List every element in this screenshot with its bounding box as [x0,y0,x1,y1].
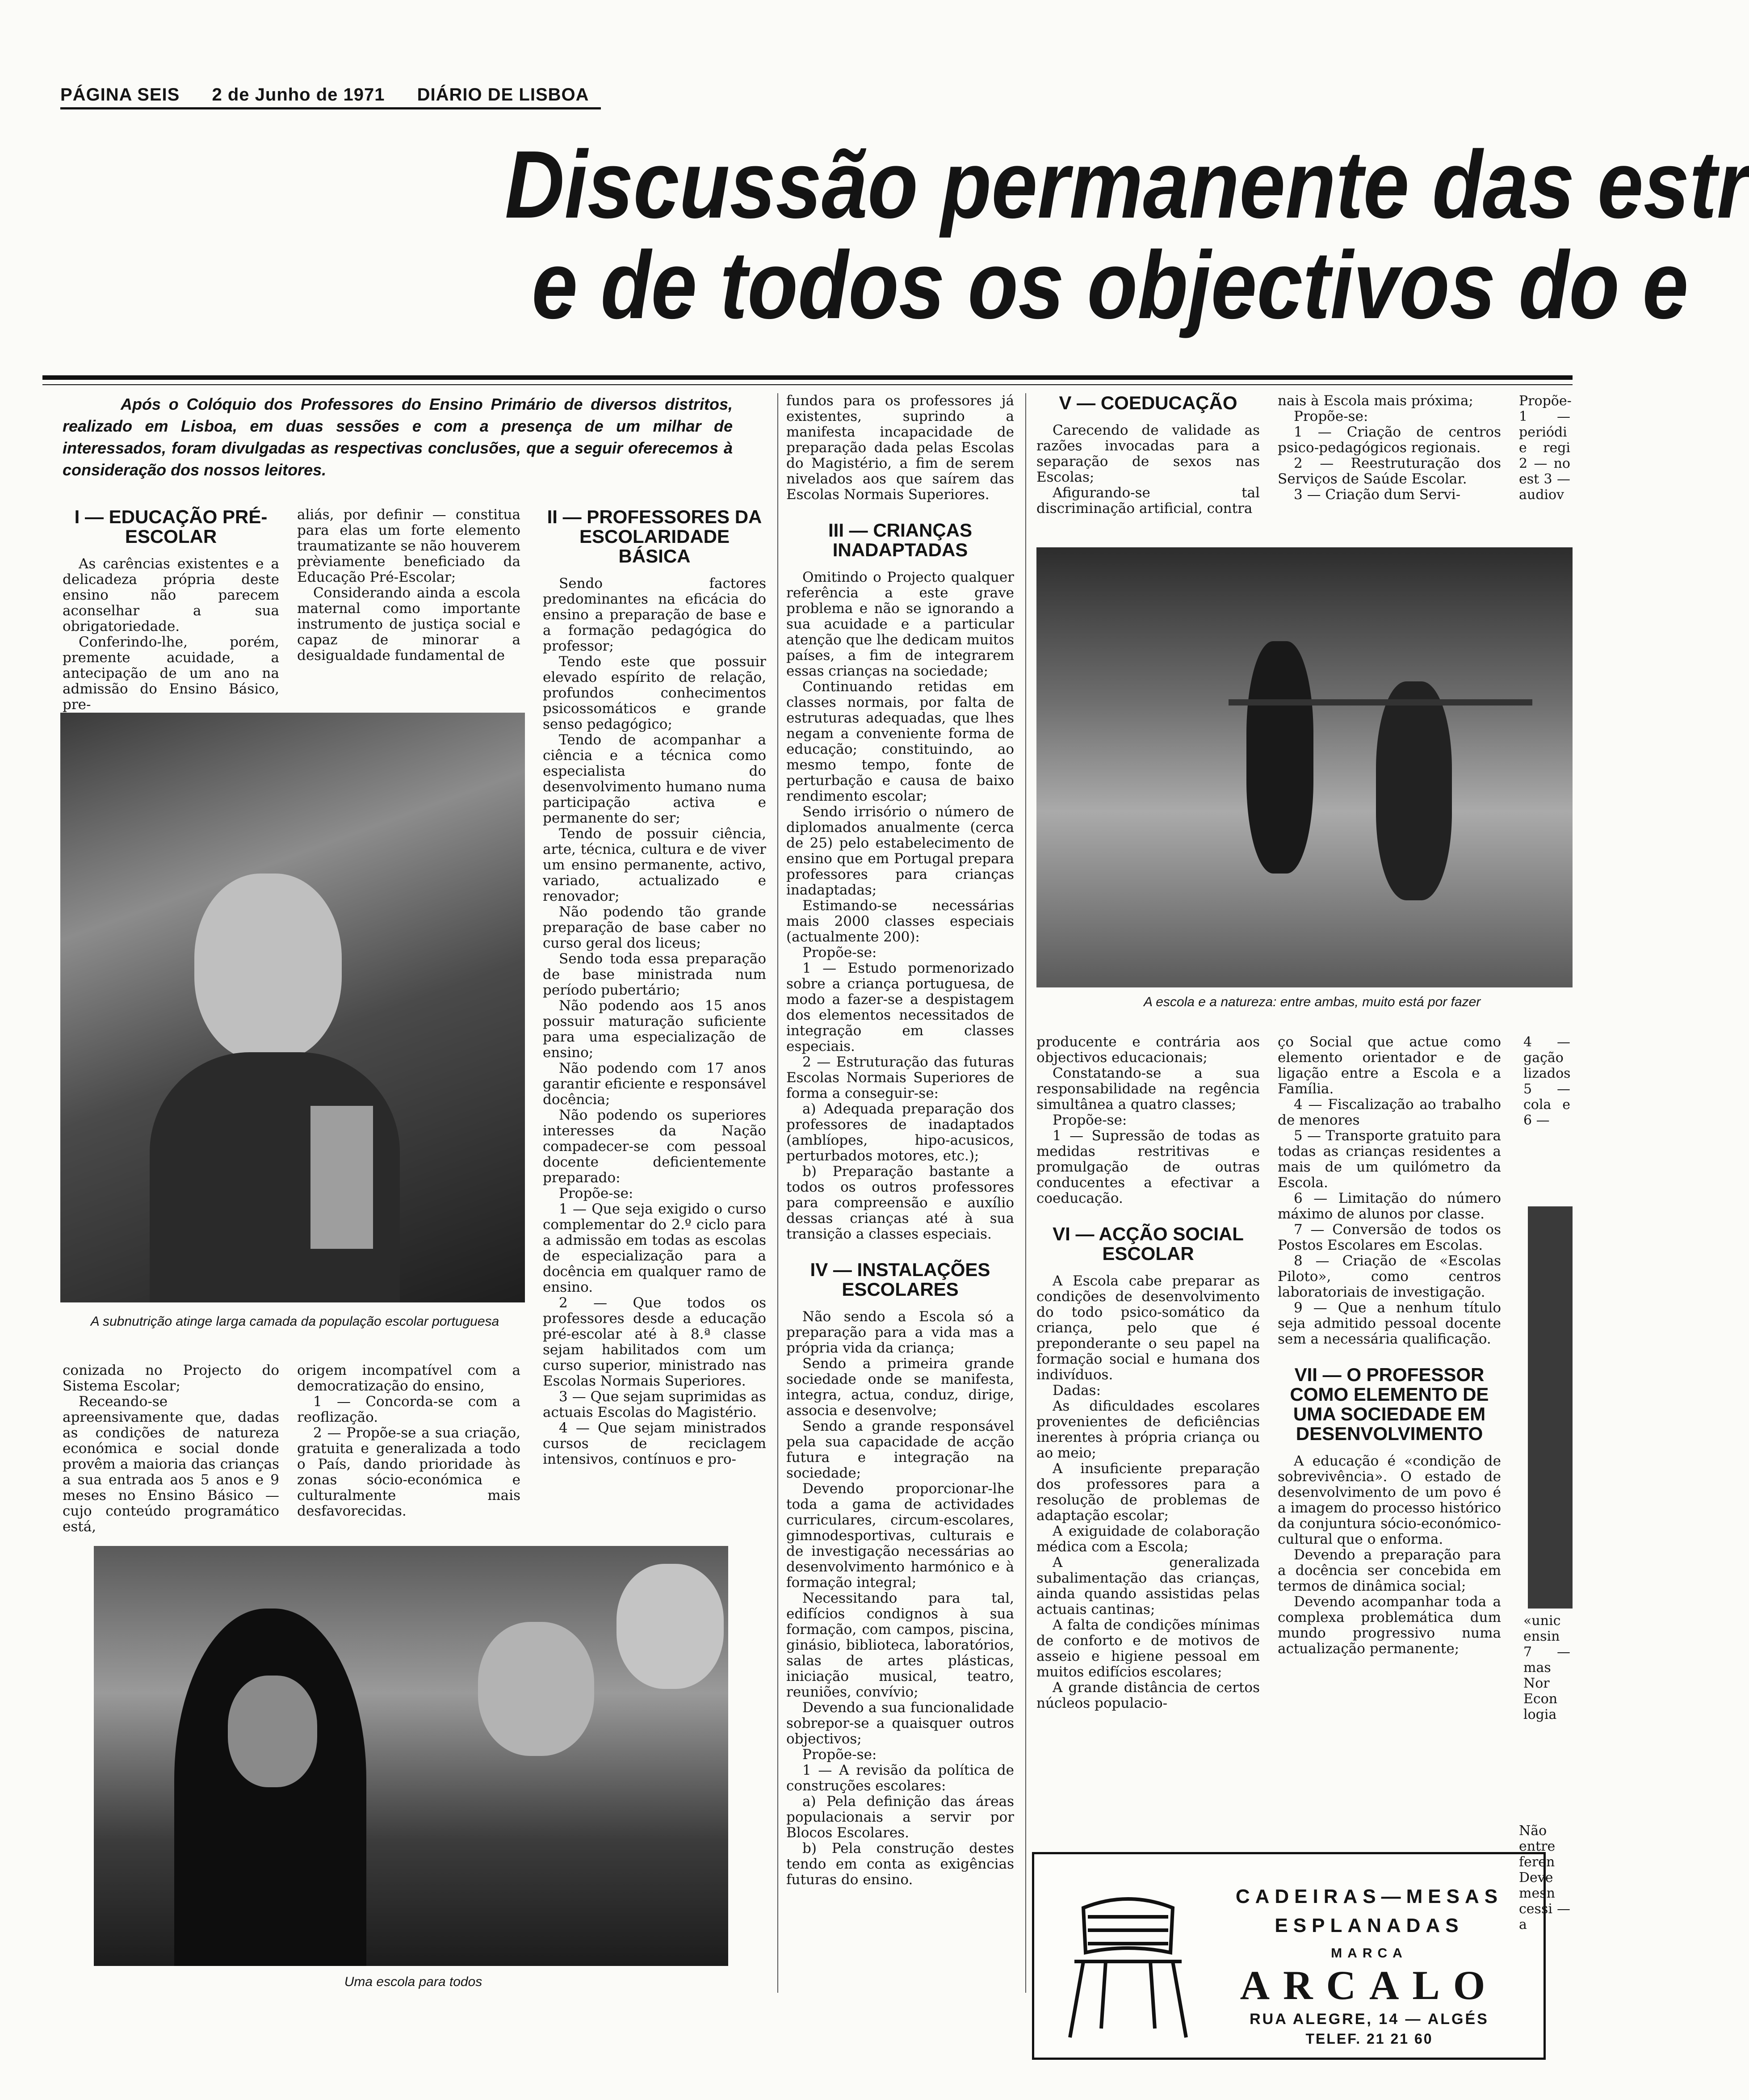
photo-caption: A escola e a natureza: entre ambas, muito está por fazer [1144,995,1481,1009]
section-6-title: VI — ACÇÃO SOCIAL ESCOLAR [1053,1223,1244,1264]
section-7-column [1278,1034,1501,1657]
paragraph: conizada no Projecto do Sistema Escolar; [63,1362,279,1394]
paragraph: Constatando-se a sua responsabilidade na regência simultânea a quatro classes; [1036,1065,1260,1113]
paragraph: 9 — Que a nenhum título seja admitido pessoal docente sem a necessária qualificação. [1278,1300,1501,1347]
paragraph: nais à Escola mais próxima; [1278,393,1473,409]
headline [505,130,1749,340]
section-3-column [786,393,1014,1888]
section-2-title: II — PROFESSORES DA ESCOLARIDADE BÁSICA [547,506,762,567]
intro-lede: Após o Colóquio dos Professores do Ensino Primário de diversos distritos, realizado em Lisboa, em duas sessões e com a presença de um milhar de interessados, foram divulgadas as respectivas conclusões, que a seguir oferecemos à consideração dos nossos leitores. [63,395,733,479]
photo-figure-face [194,874,342,1061]
header-rule [60,107,601,109]
photo-child-figure [1376,681,1452,900]
paragraph: 4 — Fiscalização ao trabalho de menores [1278,1096,1501,1128]
column-divider [1025,393,1026,1993]
headline-line-1: Discussão permanente das estr [505,130,1749,238]
photo-nun-face [228,1676,317,1787]
paragraph: A exiguidade de colaboração médica com a Escola; [1036,1523,1260,1555]
paragraph: b) Preparação bastante a todos os outros professores para compreensão e auxílio dessas crianças até à sua transição a classes especiais. [786,1163,1014,1242]
ad-line: MARCA [1331,1946,1408,1961]
section-1-col-a [63,507,279,713]
paragraph: 3 — Que sejam suprimidas as actuais Escolas do Magistério. [543,1389,766,1420]
paragraph: 7 — Conversão de todos os Postos Escolares em Escolas. [1278,1222,1501,1253]
paragraph: A generalizada subalimentação das crianças, ainda quando assistidas pelas actuais cantinas; [1036,1554,1260,1617]
photo-child-figure [1246,641,1313,874]
paragraph: 1 — Concorda-se com a reoflização. [297,1394,520,1425]
page-number: PÁGINA SEIS [60,85,180,105]
paragraph: 5 — Transporte gratuito para todas as crianças residentes a mais de um quilómetro da Escola. [1278,1128,1501,1191]
issue-date: 2 de Junho de 1971 [212,85,385,105]
paragraph: Conferindo-lhe, porém, premente acuidade, a antecipação de um ano na admissão do Ensino Básico, pre- [63,634,279,713]
headline-rule [42,375,1573,380]
paragraph: Não podendo com 17 anos garantir eficiente e responsável docência; [543,1060,766,1108]
ad-address: RUA ALEGRE, 14 — ALGÉS [1250,2011,1489,2028]
paragraph: fundos para os professores já existentes, suprindo a manifesta incapacidade de preparação dada pelas Escolas do Magistério, a fim de serem nivelados aos que saírem das Escolas Normais Superiores. [786,393,1014,503]
paragraph: Tendo de acompanhar a ciência e a técnica como especialista do desenvolvimento humano numa participação activa e permanente do ser; [543,732,766,826]
paragraph: Receando-se apreensivamente que, dadas as condições de natureza económica e social donde provêm a maioria das crianças a sua entrada aos 5 anos e 9 meses no Ensino Básico — cujo conteúdo programático está, [63,1394,279,1535]
ad-brand: ARCALO [1240,1962,1499,2008]
paragraph: Não podendo tão grande preparação de base caber no curso geral dos liceus; [543,904,766,951]
section-4-title: IV — INSTALAÇÕES ESCOLARES [810,1259,990,1300]
section-7-title: VII — O PROFESSOR COMO ELEMENTO DE UMA SOCIEDADE EM DESENVOLVIMENTO [1290,1364,1489,1444]
edge-column-c [1523,1613,1570,1722]
paragraph: Carecendo de validade as razões invocadas para a separação de sexos nas Escolas; [1036,422,1260,485]
paragraph: Propõe-se: [1053,1112,1127,1128]
paragraph: As dificuldades escolares provenientes de deficiências inerentes à própria criança ou ao meio; [1036,1398,1260,1461]
paragraph: Propõe- 1 — periódi e regi 2 — no est 3 — audiov [1519,393,1572,503]
photo-woman-face [478,1622,594,1756]
paragraph: 4 — Que sejam ministrados cursos de reciclagem intensivos, contínuos e pro- [543,1420,766,1467]
section-5b-column [1278,393,1501,503]
paragraph: 8 — Criação de «Escolas Piloto», como centros laboratoriais de investigação. [1278,1253,1501,1300]
paragraph: Dadas: [1053,1382,1101,1399]
paragraph: 3 — Criação dum Servi- [1294,487,1461,503]
paragraph: Sendo a primeira grande sociedade onde se manifesta, integra, actua, conduz, dirige, associa e desenvolve; [786,1356,1014,1419]
section-5-column [1036,393,1260,517]
paragraph: ço Social que actue como elemento orientador e de ligação entre a Escola e a Família. [1278,1034,1501,1097]
paragraph: Estimando-se necessárias mais 2000 classes especiais (actualmente 200): [786,898,1014,945]
paragraph: Sendo irrisório o número de diplomados anualmente (cerca de 25) pelo estabelecimento de ensino que em Portugal prepara professores para crianças inadaptadas; [786,804,1014,898]
paragraph: Devendo a sua funcionalidade sobrepor-se a quaisquer outros objectivos; [786,1700,1014,1747]
paragraph: Propõe-se: [802,1747,877,1763]
paragraph: Sendo factores predominantes na eficácia do ensino a preparação de base e a formação pedagógica do professor; [543,575,766,654]
paragraph: 1 — Criação de centros psico-pedagógicos regionais. [1278,424,1501,456]
paragraph: 2 — Propõe-se a sua criação, gratuita e generalizada a todo o País, dando prioridade às zonas sócio-económica e culturalmente mais desfavorecidas. [297,1425,520,1519]
paragraph: 2 — Estruturação das futuras Escolas Normais Superiores de forma a conseguir-se: [786,1054,1014,1101]
section-1-col-c [63,1363,279,1535]
ad-phone: TELEF. 21 21 60 [1305,2031,1433,2047]
paragraph: Continuando retidas em classes normais, por falta de estruturas adequadas, que lhes negam a conveniente forma de educação; constituindo, ao mesmo tempo, fonte de perturbação e causa de baixo rendimento escolar; [786,679,1014,804]
section-3-title: III — CRIANÇAS INADAPTADAS [828,520,972,560]
paragraph: Necessitando para tal, edifícios condignos à sua formação, com campos, piscina, ginásio, biblioteca, laboratórios, salas de artes plásticas, iniciação musical, teatro, reuniões, convívio; [786,1590,1014,1700]
paragraph: Propõe-se: [1294,408,1368,424]
paragraph: Tendo este que possuir elevado espírito de relação, profundos conhecimentos psicossomáticos e grande senso pedagógico; [543,654,766,732]
paragraph: Tendo de possuir ciência, arte, técnica, cultura e de viver um ensino permanente, activo, variado, actualizado e renovador; [543,826,766,904]
paragraph: Propõe-se: [802,945,877,961]
ad-line: CADEIRAS—MESAS [1235,1886,1503,1907]
paragraph: Propõe-se: [559,1185,633,1201]
photo-classroom [94,1546,728,1966]
photo-caption: A subnutrição atinge larga camada da população escolar portuguesa [90,1314,499,1329]
paragraph: Sendo a grande responsável pela sua capacidade de acção futura e integração na sociedade; [786,1418,1014,1481]
edge-column-b [1523,1034,1570,1128]
section-1-col-d [297,1363,520,1519]
photo-girl-eating [60,713,525,1302]
photo-woman-glasses-face [617,1564,724,1689]
paragraph: A falta de condições mínimas de conforto e de motivos de asseio e higiene pessoal em muitos edifícios escolares; [1036,1617,1260,1680]
paragraph: 1 — A revisão da política de construções escolares: [786,1762,1014,1794]
headline-rule-thin [42,384,1573,385]
paragraph: A grande distância de certos núcleos populacio- [1036,1680,1260,1711]
edge-column-d [1519,1823,1570,1932]
ad-line: ESPLANADAS [1275,1915,1464,1936]
paragraph: A insuficiente preparação dos professores para a resolução de problemas de adaptação escolar; [1036,1461,1260,1524]
photo-pole [1229,699,1532,706]
paragraph: 4 — gação lizados 5 — cola e 6 — [1523,1034,1571,1128]
paragraph: Não sendo a Escola só a preparação para a vida mas a própria vida da criança; [786,1309,1014,1356]
paragraph: b) Pela construção destes tendo em conta as exigências futuras do ensino. [786,1840,1014,1888]
paragraph: 6 — Limitação do número máximo de alunos por classe. [1278,1190,1501,1222]
photo-nun-figure [174,1609,366,1966]
paragraph: A Escola cabe preparar as condições de desenvolvimento do todo psico-somático da criança, pelo que é preponderante o seu papel na formação social e humana dos indivíduos. [1036,1273,1260,1383]
paragraph: Sendo toda essa preparação de base ministrada num período pubertário; [543,951,766,998]
paragraph: 1 — Que seja exigido o curso complementar do 2.º ciclo para a admissão em todas as escolas de especialização para a docência em qualquer ramo de ensino. [543,1201,766,1295]
paragraph: a) Adequada preparação dos professores de inadaptados (amblíopes, hipo-acusicos, perturbados motores, etc.); [786,1101,1014,1164]
section-5-title: V — COEDUCAÇÃO [1059,392,1237,413]
paragraph: Devendo acompanhar toda a complexa problemática dum mundo progressivo numa actualização permanente; [1278,1594,1501,1657]
section-6-column [1036,1034,1260,1711]
photo-children-nature [1036,547,1573,987]
section-2-column [543,507,766,1467]
paragraph: 2 — Reestruturação dos Serviços de Saúde Escolar. [1278,455,1501,487]
paragraph: producente e contrária aos objectivos educacionais; [1036,1034,1260,1066]
headline-line-2: e de todos os objectivos do e [532,231,1689,339]
photo-edge [1528,1206,1573,1609]
paragraph: Devendo a preparação para a docência ser concebida em termos de dinâmica social; [1278,1547,1501,1594]
paragraph: Não entre feren Deve mesn cessi — a [1519,1823,1570,1932]
paragraph: 1 — Supressão de todas as medidas restritivas e promulgação de outras conducentes a efectivar a coeducação. [1036,1128,1260,1206]
chair-icon [1057,1881,1200,2042]
column-divider [777,393,778,1993]
arcalo-advertisement [1032,1852,1546,2060]
paragraph: As carências existentes e a delicadeza própria deste ensino não parecem aconselhar a sua obrigatoriedade. [63,556,279,634]
paragraph: Considerando ainda a escola maternal como importante instrumento de justiça social e capaz de minorar a desigualdade fundamental de [297,585,520,664]
paragraph: Não podendo aos 15 anos possuir maturação suficiente para uma especialização de ensino; [543,998,766,1061]
paragraph: Devendo proporcionar-lhe toda a gama de actividades curriculares, circum-escolares, gimnodesportivas, culturais e de investigação necessárias ao desenvolvimento harmónico e à formação integral; [786,1481,1014,1591]
photo-caption: Uma escola para todos [344,1974,482,1989]
edge-column-a [1519,393,1570,503]
paragraph: «unic ensin 7 — mas Nor Econ logia [1523,1613,1570,1722]
paragraph: Omitindo o Projecto qualquer referência a este grave problema e não se ignorando a sua acuidade e a particular atenção que lhe dedicam muitos países, a fim de integrarem essas crianças na sociedade; [786,569,1014,679]
section-1-title: I — EDUCAÇÃO PRÉ-ESCOLAR [74,506,268,547]
paragraph: a) Pela definição das áreas populacionais a servir por Blocos Escolares. [786,1793,1014,1841]
page-header [60,85,616,105]
paragraph: origem incompatível com a democratização do ensino, [297,1362,520,1394]
paragraph: 2 — Que todos os professores desde a educação pré-escolar até à 8.ª classe sejam habilitados com um curso superior, ministrado nas Escolas Normais Superiores. [543,1295,766,1389]
paragraph: aliás, por definir — constitua para elas um forte elemento traumatizante se não houverem prèviamente beneficiado da Educação Pré-Escolar; [297,507,520,585]
section-1-col-b [297,507,520,664]
paragraph: Afigurando-se tal discriminação artificial, contra [1036,485,1260,517]
paragraph: Não podendo os superiores interesses da Nação compadecer-se com pessoal docente deficientemente preparado: [543,1107,766,1186]
paragraph: A educação é «condição de sobrevivência». O estado de desenvolvimento de um povo é a imagem do processo histórico da conjuntura sócio-económico-cultural que o enforma. [1278,1453,1501,1547]
newspaper-name: DIÁRIO DE LISBOA [417,85,589,105]
paragraph: 1 — Estudo pormenorizado sobre a criança portuguesa, de modo a fazer-se a despistagem dos elementos necessitados de integração em classes especiais. [786,960,1014,1054]
photo-glass [310,1106,373,1249]
